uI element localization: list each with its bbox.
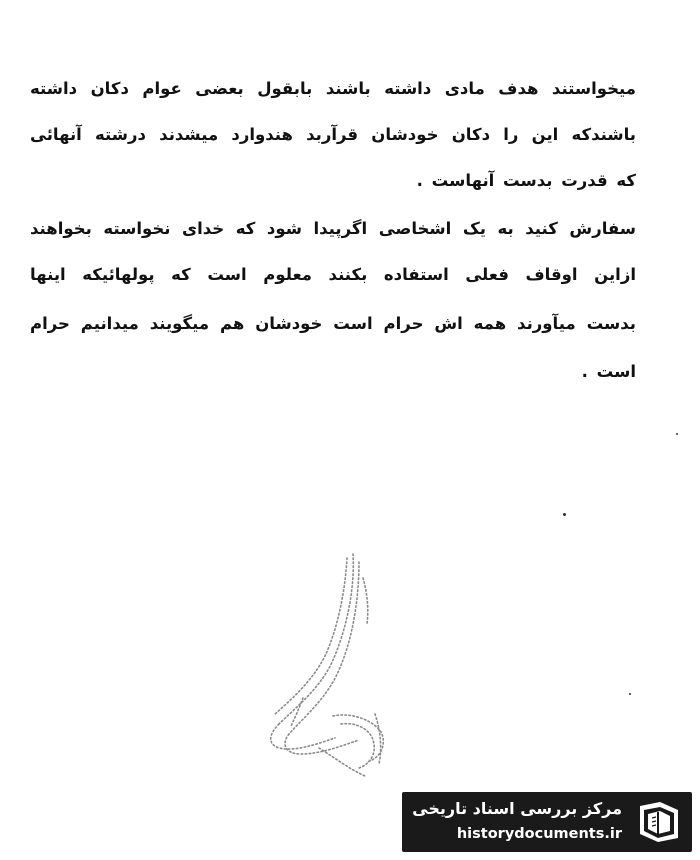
text-line-7: است .	[581, 362, 636, 381]
watermark-url: historydocuments.ir	[456, 826, 622, 842]
text-line-5: ازاین اوقاف فعلی استفاده بکنند معلوم است که پولهائیکه اینها	[30, 265, 636, 284]
watermark-text	[407, 796, 622, 846]
archive-watermark	[402, 792, 692, 852]
book-emblem-icon	[634, 800, 682, 844]
speck-mark	[676, 433, 678, 435]
watermark-name: مرکز بررسی اسناد تاریخی	[412, 799, 622, 818]
document-text	[30, 72, 636, 412]
text-line-1: میخواستند هدف مادی داشته باشند بابقول بعضی عوام دکان داشته	[30, 79, 636, 98]
speck-mark	[629, 693, 631, 695]
text-line-4: سفارش کنید به یک اشخاصی اگرپیدا شود که خدای نخواسته بخواهند	[30, 219, 636, 238]
text-line-3: که قدرت بدست آنهاست .	[416, 171, 636, 190]
speck-mark	[563, 513, 566, 516]
text-line-2: باشندکه این را دکان خودشان قرآربد هندوارد میشدند درشته آنهائی	[30, 125, 636, 144]
handwritten-signature-icon	[255, 548, 395, 780]
text-line-6: بدست میآورند همه اش حرام است خودشان هم میگویند میدانیم حرام	[30, 314, 636, 333]
